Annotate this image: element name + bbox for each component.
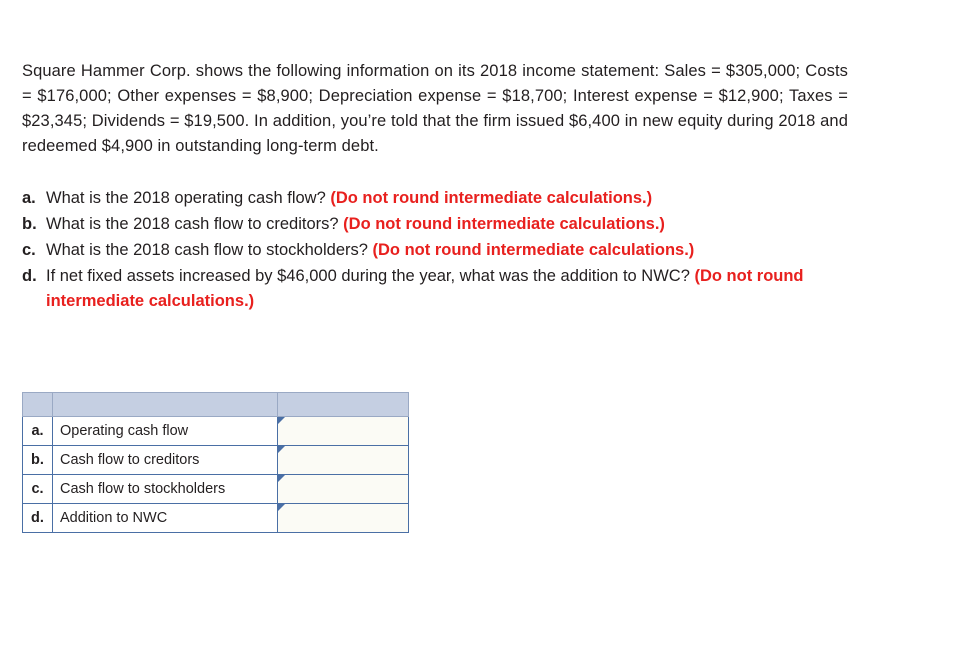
answer-cell-b[interactable] [278,446,409,475]
row-label-d: Addition to NWC [53,504,278,533]
question-note-d: (Do not round intermediate calculations.) [46,267,804,311]
question-text-b: What is the 2018 cash flow to creditors? [46,215,344,234]
comment-marker-icon [278,417,285,424]
table-row [23,504,409,533]
comment-marker-icon [278,504,285,511]
answer-input-addition-to-nwc[interactable] [278,504,408,532]
question-body-c [46,238,852,263]
question-text-d: If net fixed assets increased by $46,000 during the year, what was the addition to NWC? [46,267,695,286]
question-body-d [46,264,852,314]
question-item-b [22,212,852,237]
table-header-row [23,393,409,417]
question-item-d [22,264,852,314]
questions-list [22,186,852,315]
table-row [23,417,409,446]
row-label-a: Operating cash flow [53,417,278,446]
question-letter-b: b. [22,215,37,234]
answer-cell-d[interactable] [278,504,409,533]
row-letter-d: d. [23,504,53,533]
question-text-a: What is the 2018 operating cash flow? [46,189,331,207]
row-letter-c: c. [23,475,53,504]
question-text-c: What is the 2018 cash flow to stockholders? [46,241,373,260]
answer-cell-c[interactable] [278,475,409,504]
question-note-b: (Do not round intermediate calculations.) [343,215,665,234]
question-letter-d: d. [22,267,37,286]
question-item-a [22,186,852,211]
table-row [23,446,409,475]
question-letter-c: c. [22,241,36,260]
answer-cell-a[interactable] [278,417,409,446]
answer-input-cash-flow-to-creditors[interactable] [278,446,408,474]
comment-marker-icon [278,475,285,482]
comment-marker-icon [278,446,285,453]
row-letter-b: b. [23,446,53,475]
answer-input-cash-flow-to-stockholders[interactable] [278,475,408,503]
table-header-cell-label [53,393,278,417]
table-header-cell-letter [23,393,53,417]
question-note-c: (Do not round intermediate calculations.) [372,241,695,260]
question-body-b [46,212,852,237]
table-header-cell-value [278,393,409,417]
row-label-b: Cash flow to creditors [53,446,278,475]
question-item-c [22,238,852,263]
answer-input-operating-cash-flow[interactable] [278,417,408,445]
table-row [23,475,409,504]
question-body-a [46,186,852,211]
answer-table [22,392,409,533]
row-letter-a: a. [23,417,53,446]
question-note-a: (Do not round intermediate calculations.) [330,189,653,207]
problem-statement: Square Hammer Corp. shows the following information on its 2018 income statement: Sales = $305,000; Costs = $176,000; Other expenses = $8,900; Depreciation expense = $18,700; Interest expense = $12,900; Taxes = $23,345; Dividends = $19,500. In addition, you’re told that the firm issued $6,400 in new equity during 2018 and redeemed $4,900 in outstanding long-term debt. [22,61,848,155]
row-label-c: Cash flow to stockholders [53,475,278,504]
question-letter-a: a. [22,189,36,207]
